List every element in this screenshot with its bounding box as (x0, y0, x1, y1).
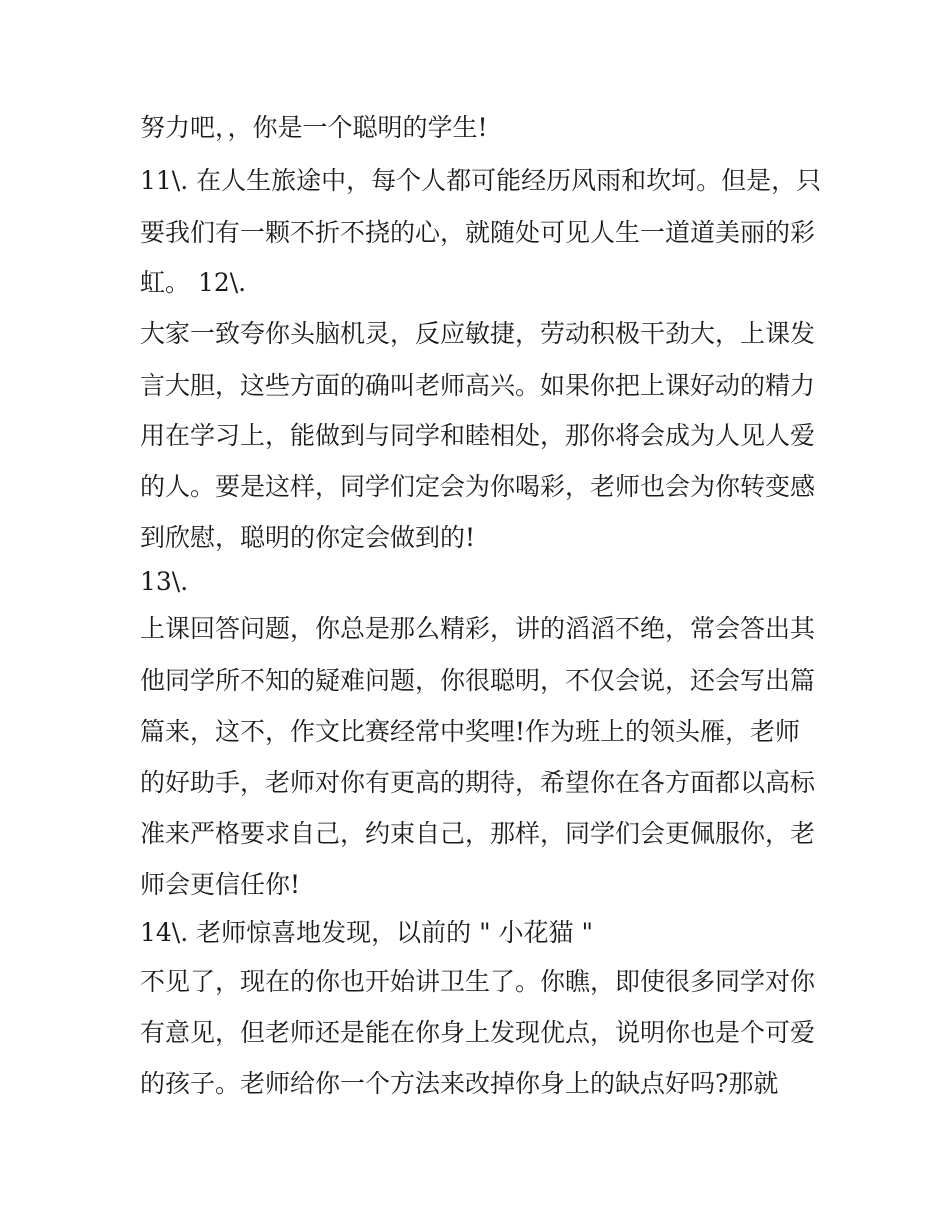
text-line: 努力吧，，你是一个聪明的学生! (140, 113, 488, 142)
text-line: 13\. (140, 567, 189, 596)
text-line: 要我们有一颗不折不挠的心，就随处可见人生一道道美丽的彩 (140, 218, 816, 247)
text-line: 14\. 老师惊喜地发现，以前的 " 小花猫 " (140, 918, 593, 947)
text-line: 的孩子。老师给你一个方法来改掉你身上的缺点好吗?那就 (140, 1069, 779, 1098)
text-line: 用在学习上，能做到与同学和睦相处，那你将会成为人见人爱 (140, 421, 816, 450)
text-line: 准来严格要求自己，约束自己，那样，同学们会更佩服你，老 (140, 819, 816, 848)
text-line: 到欣慰，聪明的你定会做到的! (140, 523, 476, 552)
text-line: 言大胆，这些方面的确叫老师高兴。如果你把上课好动的精力 (140, 371, 816, 400)
text-line: 不见了，现在的你也开始讲卫生了。你瞧，即使很多同学对你 (140, 967, 816, 996)
text-line: 的人。要是这样，同学们定会为你喝彩，老师也会为你转变感 (140, 472, 816, 501)
text-line: 虹。 12\. (140, 268, 247, 297)
text-line: 有意见，但老师还是能在你身上发现优点，说明你也是个可爱 (140, 1018, 816, 1047)
text-line: 篇来，这不，作文比赛经常中奖哩!作为班上的领头雁，老师 (140, 717, 801, 746)
text-line: 11\. 在人生旅途中，每个人都可能经历风雨和坎坷。但是，只 (140, 166, 822, 195)
text-line: 师会更信任你! (140, 870, 301, 899)
text-line: 大家一致夸你头脑机灵，反应敏捷，劳动积极干劲大，上课发 (140, 319, 816, 348)
text-line: 他同学所不知的疑难问题，你很聪明，不仅会说，还会写出篇 (140, 666, 816, 695)
text-line: 的好助手，老师对你有更高的期待，希望你在各方面都以高标 (140, 768, 816, 797)
text-line: 上课回答问题，你总是那么精彩，讲的滔滔不绝，常会答出其 (140, 614, 816, 643)
